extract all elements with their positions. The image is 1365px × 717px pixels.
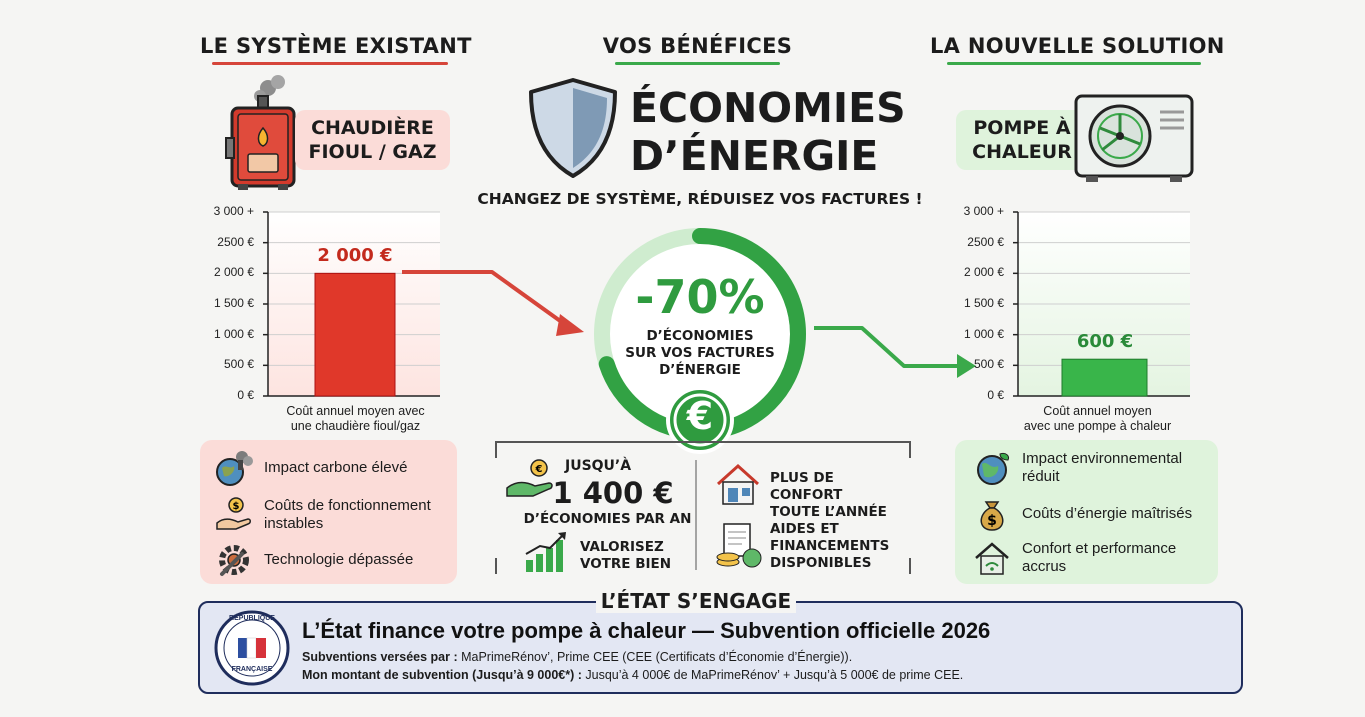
left-chart-tick-label: 3 000 + [213, 204, 254, 218]
savings-headline-line1: ÉCONOMIES [630, 84, 906, 132]
aid-text-line1: AIDES ET [770, 521, 839, 537]
tagline: CHANGEZ DE SYSTÈME, RÉDUISEZ VOS FACTURES ! [477, 190, 923, 208]
aid-text [770, 521, 910, 572]
left-bar-value-label: 2 000 € [317, 245, 393, 267]
ring-text [600, 328, 800, 379]
left-chart-caption-line1: Coût annuel moyen avec [286, 404, 425, 418]
red-arrow [400, 262, 600, 342]
footer-line2-text: Jusqu’à 4 000€ de MaPrimeRénov’ + Jusqu’à 5 000€ de prime CEE. [581, 668, 964, 682]
left-item-carbon [214, 448, 407, 488]
left-chart-bar [315, 273, 395, 396]
right-item-costs [972, 494, 1192, 534]
left-item-costs-label [264, 497, 431, 533]
ring-text-line3: D’ÉNERGIE [659, 362, 741, 378]
left-item-technology-label: Technologie dépassée [264, 551, 414, 568]
boiler-label-line2: FIOUL / GAZ [308, 141, 437, 163]
left-item-costs-line1: Coûts de fonctionnement [264, 497, 431, 514]
boiler-icon [222, 74, 302, 194]
right-item-environment-label [1022, 450, 1182, 486]
savings-percent: -70% [635, 270, 765, 324]
documents-coins-icon [714, 522, 764, 570]
heat-pump-label-line2: CHALEUR [972, 141, 1072, 163]
shield-icon [525, 76, 621, 180]
boiler-label [295, 110, 450, 170]
left-chart-tick-label: 1 000 € [213, 326, 254, 341]
comfort-text-line2: TOUTE L’ANNÉE [770, 504, 887, 520]
left-item-costs [214, 495, 431, 535]
left-item-carbon-label: Impact carbone élevé [264, 459, 408, 476]
right-bar-value-label: 600 € [1076, 331, 1134, 353]
svg-text:$: $ [232, 501, 240, 512]
right-chart-caption-line2: avec une pompe à chaleur [1023, 419, 1172, 433]
right-chart-tick-label: 3 000 + [963, 204, 1004, 218]
right-item-comfort-label [1022, 540, 1176, 576]
right-chart-tick-label: 500 € [973, 357, 1004, 372]
money-bag-icon [972, 494, 1012, 534]
footer-line1-text: MaPrimeRénov’, Prime CEE (CEE (Certificats d’Économie d’Énergie)). [457, 650, 853, 664]
right-section-title: LA NOUVELLE SOLUTION [930, 34, 1225, 58]
right-chart-tick-label: 0 € [987, 388, 1004, 402]
state-commitment-title: L’ÉTAT S’ENGAGE [596, 589, 796, 613]
center-title-underline [615, 62, 780, 65]
seal-top-text: RÉPUBLIQUE [229, 615, 275, 622]
right-item-environment [972, 448, 1182, 488]
left-title-underline [212, 62, 448, 65]
left-chart-tick-label: 1 500 € [213, 296, 254, 310]
right-chart-bar [1062, 359, 1147, 396]
left-chart-tick-label: 2 000 € [213, 265, 254, 280]
right-chart-caption [1010, 404, 1185, 434]
savings-suffix: D’ÉCONOMIES PAR AN [523, 511, 692, 527]
aid-text-line3: DISPONIBLES [770, 555, 872, 571]
aid-text-line2: FINANCEMENTS [770, 538, 890, 554]
svg-text:$: $ [987, 513, 997, 529]
savings-prefix: JUSQU’À [565, 458, 632, 474]
svg-text:€: € [535, 464, 543, 475]
right-chart-tick-label: 2500 € [967, 234, 1004, 249]
left-chart-caption [268, 404, 443, 434]
left-item-costs-line2: instables [264, 515, 324, 532]
boiler-label-line1: CHAUDIÈRE [311, 117, 434, 139]
value-text-line2: VOTRE BIEN [580, 556, 672, 572]
hand-coin-icon [214, 495, 254, 535]
left-chart-tick-label: 2500 € [217, 234, 254, 249]
left-section-title: LE SYSTÈME EXISTANT [200, 34, 472, 58]
right-item-comfort-line2: accrus [1022, 558, 1067, 575]
left-chart-tick-label: 500 € [223, 357, 254, 372]
footer-line1 [302, 650, 852, 664]
right-chart-tick-label: 2 000 € [963, 265, 1004, 280]
savings-amount: 1 400 € [552, 476, 674, 510]
right-item-comfort [972, 538, 1176, 578]
right-chart-caption-line1: Coût annuel moyen [1043, 404, 1152, 418]
heat-pump-icon [1072, 90, 1196, 186]
value-text [580, 539, 690, 573]
ring-text-line2: SUR VOS FACTURES [625, 345, 775, 361]
right-item-environment-line1: Impact environnemental [1022, 450, 1183, 467]
right-item-comfort-line1: Confort et performance [1022, 540, 1177, 557]
footer-line1-bold: Subventions versées par : [302, 650, 458, 664]
ring-text-line1: D’ÉCONOMIES [646, 328, 754, 344]
heat-pump-label-line1: POMPE À [973, 117, 1071, 139]
gear-wrench-icon [214, 540, 254, 580]
smart-home-icon [972, 538, 1012, 578]
left-item-technology [214, 540, 413, 580]
footer-line2 [302, 668, 963, 682]
right-title-underline [947, 62, 1201, 65]
right-item-costs-label: Coûts d’énergie maîtrisés [1022, 505, 1193, 522]
savings-headline-line2: D’ÉNERGIE [630, 132, 879, 180]
globe-pollution-icon [214, 448, 254, 488]
left-chart-tick-label: 0 € [237, 388, 254, 402]
comfort-text-line1: PLUS DE CONFORT [770, 470, 843, 503]
right-chart-tick-label: 1 500 € [963, 296, 1004, 310]
seal-bottom-text: FRANÇAISE [231, 666, 273, 673]
center-section-title: VOS BÉNÉFICES [602, 34, 793, 58]
footer-line2-bold: Mon montant de subvention (Jusqu’à 9 000€*) : [302, 668, 582, 682]
value-text-line1: VALORISEZ [580, 539, 664, 555]
right-chart-tick-label: 1 000 € [963, 326, 1004, 341]
footer-headline: L’État finance votre pompe à chaleur — Subvention officielle 2026 [302, 618, 991, 643]
right-item-environment-line2: réduit [1022, 468, 1060, 485]
green-globe-icon [972, 448, 1012, 488]
heat-pump-label [956, 110, 1088, 170]
savings-headline [630, 84, 906, 180]
growth-chart-icon [522, 530, 572, 574]
left-chart-caption-line2: une chaudière fioul/gaz [290, 419, 421, 433]
euro-symbol: € [686, 394, 714, 438]
comfort-text [770, 470, 910, 521]
right-chart [1010, 205, 1195, 405]
house-icon [714, 462, 762, 506]
